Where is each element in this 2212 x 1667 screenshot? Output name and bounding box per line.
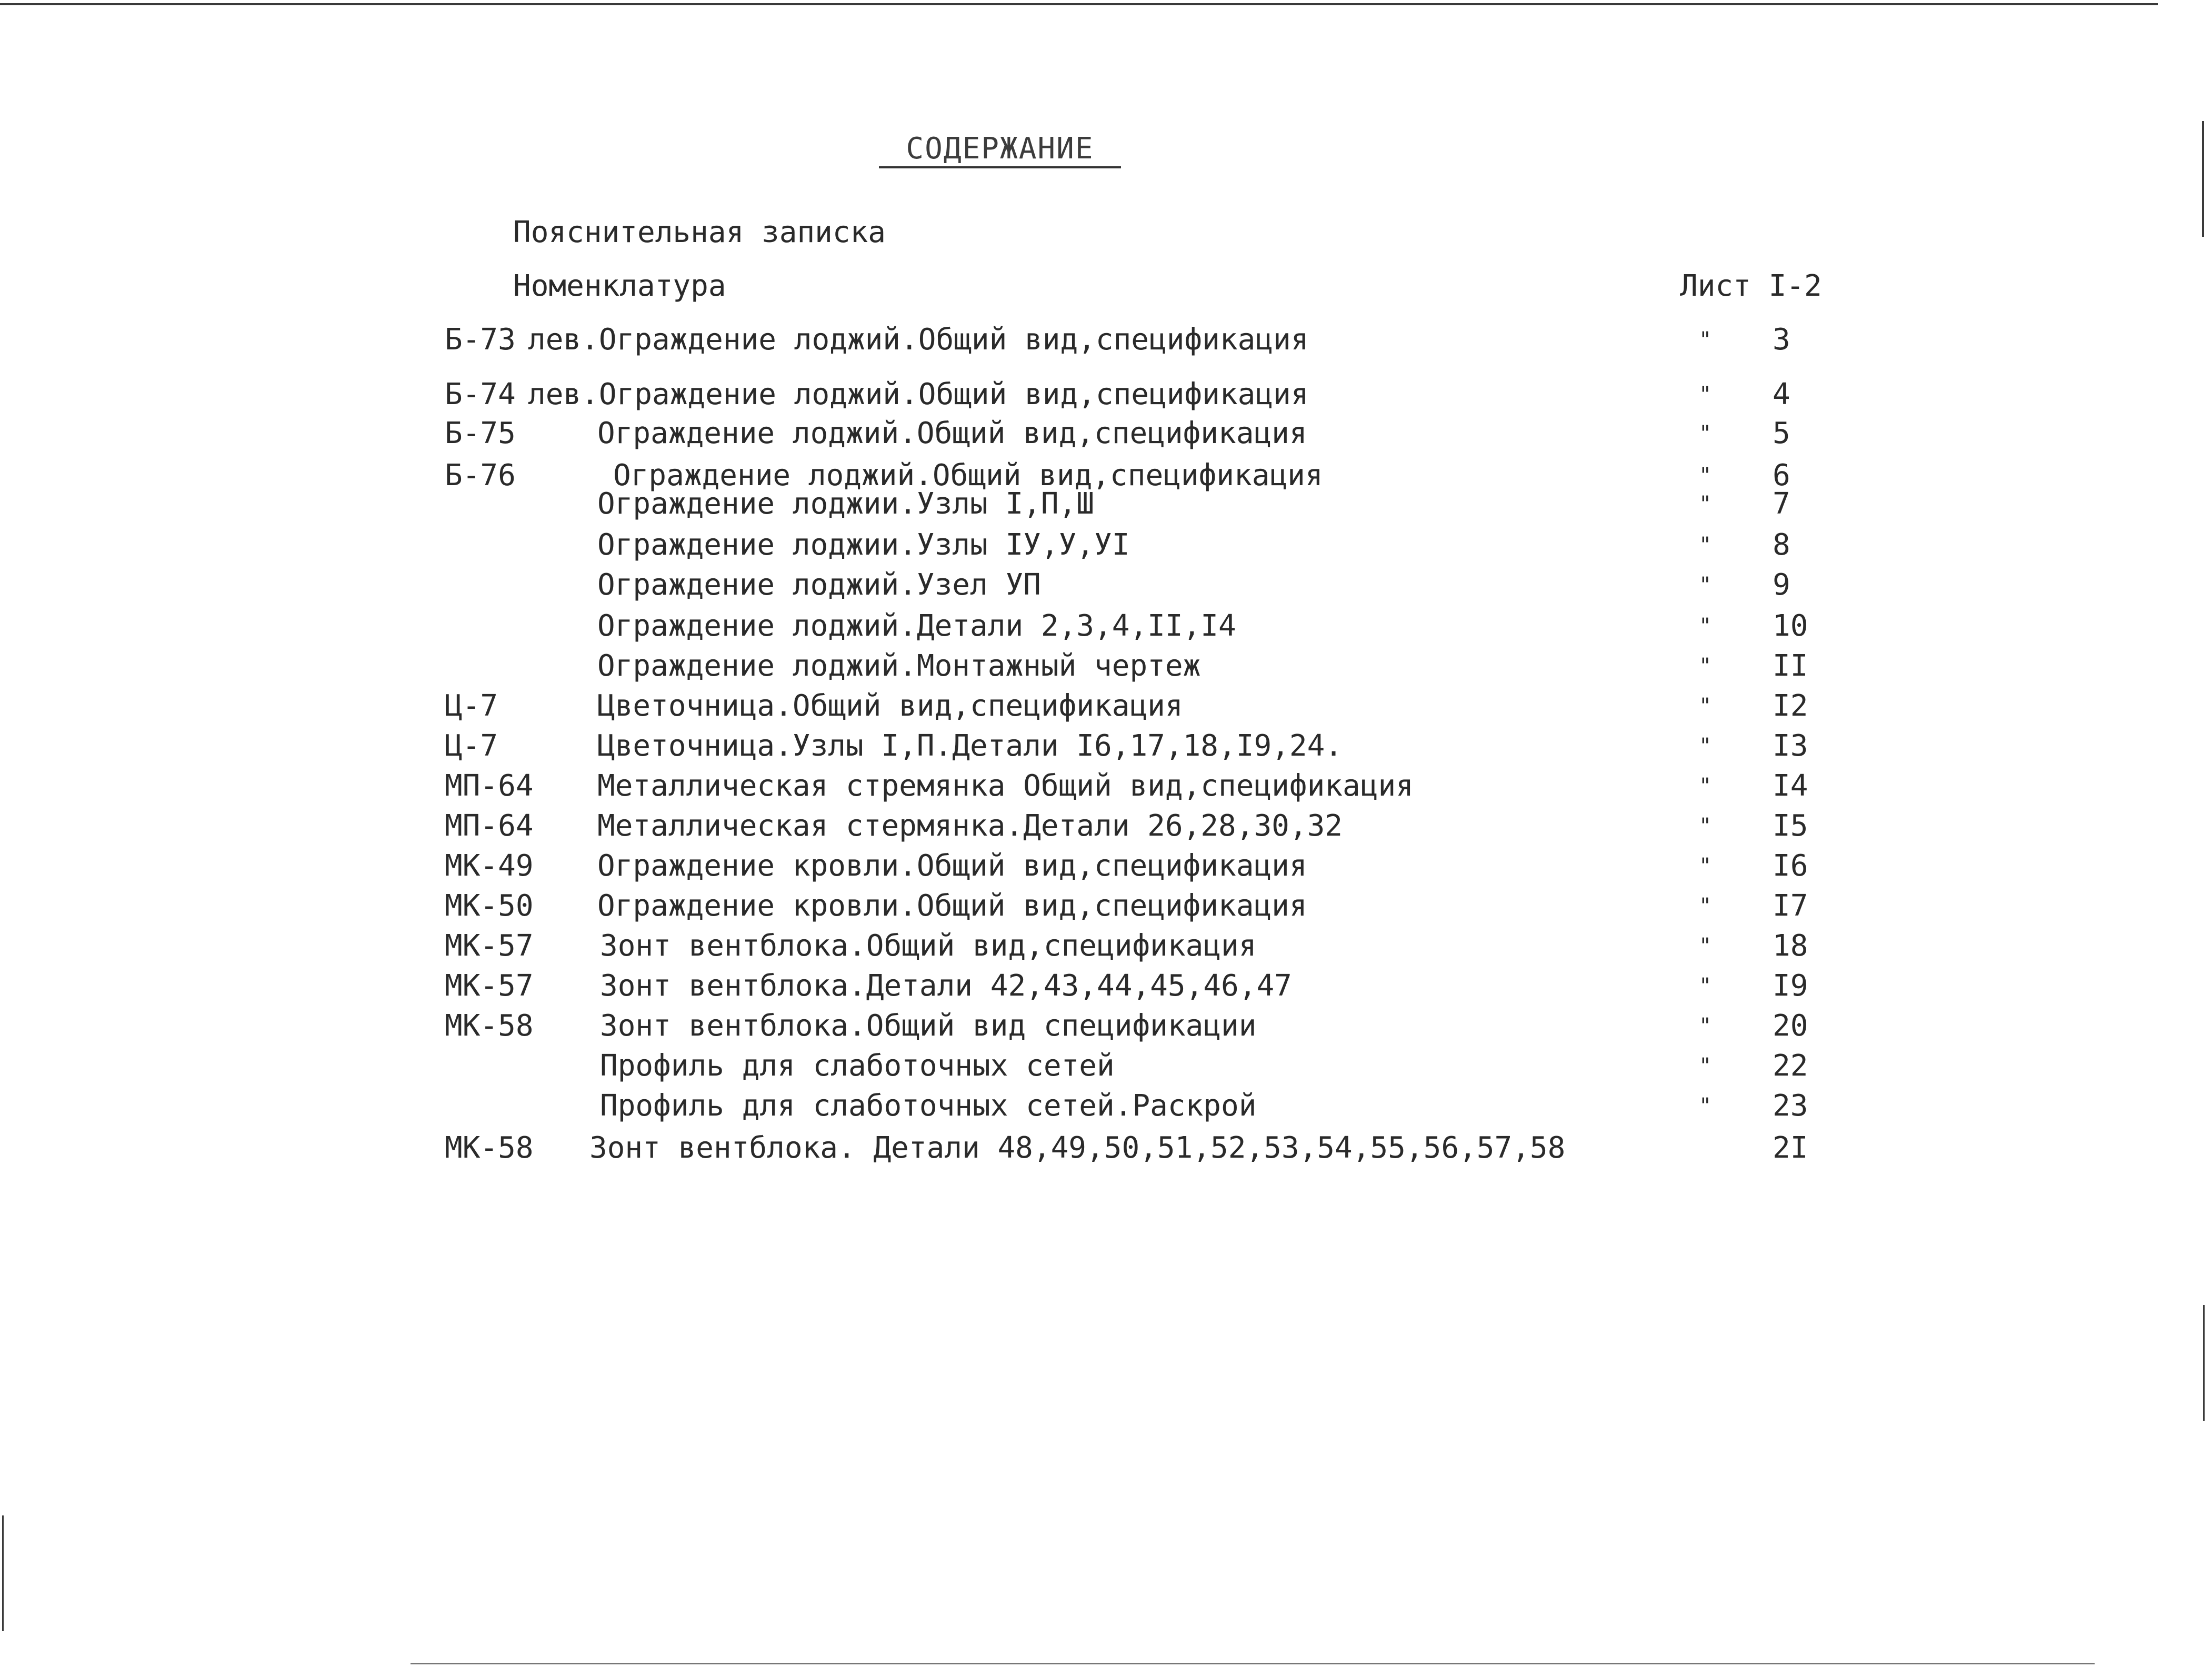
- row-description: Цветочница.Общий вид,спецификация: [597, 689, 1183, 723]
- row-sheet-number: II: [1773, 649, 1808, 683]
- row-sheet-number: 3: [1773, 323, 1790, 357]
- contents-row: [0, 649, 2212, 683]
- contents-row: [0, 689, 2212, 723]
- contents-row: [0, 729, 2212, 763]
- contents-row: [0, 378, 2212, 411]
- row-sheet-number: 20: [1773, 1009, 1808, 1043]
- row-sheet-number: 4: [1773, 377, 1790, 411]
- row-code: МК-58: [445, 1131, 534, 1165]
- row-ditto-mark: ": [1699, 694, 1712, 718]
- intro-explanatory-note: Пояснительная записка: [513, 215, 886, 249]
- row-ditto-mark: ": [1699, 492, 1712, 516]
- row-description: Профиль для слаботочных сетей: [600, 1049, 1115, 1083]
- row-sheet-number: 2I: [1773, 1131, 1808, 1165]
- row-ditto-mark: ": [1699, 654, 1712, 678]
- row-sheet-number: I2: [1773, 689, 1808, 723]
- contents-row: [0, 417, 2212, 450]
- row-ditto-mark: ": [1699, 533, 1712, 557]
- row-description: Профиль для слаботочных сетей.Раскрой: [600, 1089, 1257, 1123]
- row-ditto-mark: ": [1699, 934, 1712, 958]
- row-description: Ограждение лоджий.Общий вид,спецификация: [597, 416, 1307, 450]
- row-code: МК-57: [445, 969, 534, 1003]
- row-description: Металлическая стремянка Общий вид,спецификация: [597, 769, 1414, 803]
- row-code: Б-74: [445, 377, 516, 411]
- row-sheet-number: 23: [1773, 1089, 1808, 1123]
- row-ditto-mark: ": [1699, 854, 1712, 878]
- row-code: Б-73: [445, 323, 516, 357]
- row-code: МП-64: [445, 809, 534, 843]
- row-code: Б-76: [445, 458, 516, 493]
- row-description: Ограждение лоджии.Узлы I,П,Ш: [597, 487, 1095, 521]
- row-sheet-number: I6: [1773, 849, 1808, 883]
- row-sheet-number: 6: [1773, 458, 1790, 493]
- contents-row: [0, 609, 2212, 643]
- row-description: Ограждение лоджий.Общий вид,спецификация: [613, 458, 1323, 493]
- row-ditto-mark: ": [1699, 614, 1712, 638]
- row-sheet-number: 5: [1773, 416, 1790, 450]
- row-ditto-mark: ": [1699, 894, 1712, 918]
- row-ditto-mark: ": [1699, 774, 1712, 798]
- contents-row: [0, 487, 2212, 521]
- row-description: Металлическая стермянка.Детали 26,28,30,32: [597, 809, 1343, 843]
- row-ditto-mark: ": [1699, 573, 1712, 597]
- row-sheet-number: I9: [1773, 969, 1808, 1003]
- row-description: Ограждение кровли.Общий вид,спецификация: [597, 849, 1307, 883]
- title-underline: [879, 166, 1121, 168]
- contents-row: [0, 1131, 2212, 1165]
- contents-row: [0, 849, 2212, 883]
- row-description: Зонт вентблока.Общий вид,спецификация: [600, 929, 1257, 963]
- row-code: МК-49: [445, 849, 534, 883]
- row-ditto-mark: ": [1699, 1094, 1712, 1118]
- scan-right-edge-lower: [2203, 1305, 2205, 1421]
- row-description: лев.Ограждение лоджий.Общий вид,спецификация: [528, 323, 1309, 357]
- contents-row: [0, 969, 2212, 1003]
- row-code: Ц-7: [445, 729, 498, 763]
- row-description: Цветочница.Узлы I,П.Детали I6,17,18,I9,24.: [597, 729, 1343, 763]
- row-description: Зонт вентблока.Детали 42,43,44,45,46,47: [600, 969, 1292, 1003]
- row-description: Ограждение кровли.Общий вид,спецификация: [597, 889, 1307, 923]
- contents-row: [0, 809, 2212, 843]
- row-ditto-mark: ": [1699, 734, 1712, 758]
- row-code: МК-58: [445, 1009, 534, 1043]
- contents-row: [0, 568, 2212, 602]
- row-sheet-number: 22: [1773, 1049, 1808, 1083]
- scan-top-edge: [0, 3, 2158, 5]
- row-ditto-mark: ": [1699, 974, 1712, 998]
- contents-row: [0, 889, 2212, 923]
- row-ditto-mark: ": [1699, 383, 1712, 407]
- row-ditto-mark: ": [1699, 1054, 1712, 1078]
- row-code: МП-64: [445, 769, 534, 803]
- contents-row: [0, 1089, 2212, 1123]
- row-sheet-number: I4: [1773, 769, 1808, 803]
- row-description: Ограждение лоджий.Узел УП: [597, 568, 1041, 602]
- row-sheet-number: I3: [1773, 729, 1808, 763]
- row-code: МК-50: [445, 889, 534, 923]
- row-code: МК-57: [445, 929, 534, 963]
- contents-row: [0, 929, 2212, 963]
- row-description: Ограждение лоджии.Узлы IУ,У,УI: [597, 528, 1130, 562]
- scan-bottom-edge: [411, 1663, 2095, 1664]
- row-ditto-mark: ": [1699, 421, 1712, 446]
- contents-title: СОДЕРЖАНИЕ: [906, 132, 1094, 166]
- row-code: Б-75: [445, 416, 516, 450]
- scan-right-edge: [2202, 121, 2204, 237]
- row-sheet-number: 7: [1773, 487, 1790, 521]
- scan-left-edge: [2, 1515, 4, 1631]
- row-description: Зонт вентблока.Общий вид спецификации: [600, 1009, 1257, 1043]
- row-sheet-number: I7: [1773, 889, 1808, 923]
- row-ditto-mark: ": [1699, 814, 1712, 838]
- row-sheet-number: 10: [1773, 609, 1808, 643]
- row-code: Ц-7: [445, 689, 498, 723]
- contents-row: [0, 769, 2212, 803]
- row-ditto-mark: ": [1699, 1014, 1712, 1038]
- contents-row: [0, 1049, 2212, 1083]
- row-sheet-number: 18: [1773, 929, 1808, 963]
- row-description: Ограждение лоджий.Монтажный чертеж: [597, 649, 1201, 683]
- row-ditto-mark: ": [1699, 464, 1712, 488]
- intro-nomenclature: Номенклатура: [513, 269, 726, 303]
- intro-sheet: Лист I-2: [1680, 269, 1822, 303]
- row-sheet-number: 9: [1773, 568, 1790, 602]
- contents-row: [0, 323, 2212, 357]
- row-ditto-mark: ": [1699, 328, 1712, 352]
- row-description: лев.Ограждение лоджий.Общий вид,спецификация: [528, 377, 1309, 411]
- contents-row: [0, 1009, 2212, 1043]
- row-description: Ограждение лоджий.Детали 2,3,4,II,I4: [597, 609, 1236, 643]
- contents-row: [0, 528, 2212, 562]
- row-sheet-number: 8: [1773, 528, 1790, 562]
- row-sheet-number: I5: [1773, 809, 1808, 843]
- row-description: Зонт вентблока. Детали 48,49,50,51,52,53,54,55,56,57,58: [589, 1131, 1566, 1165]
